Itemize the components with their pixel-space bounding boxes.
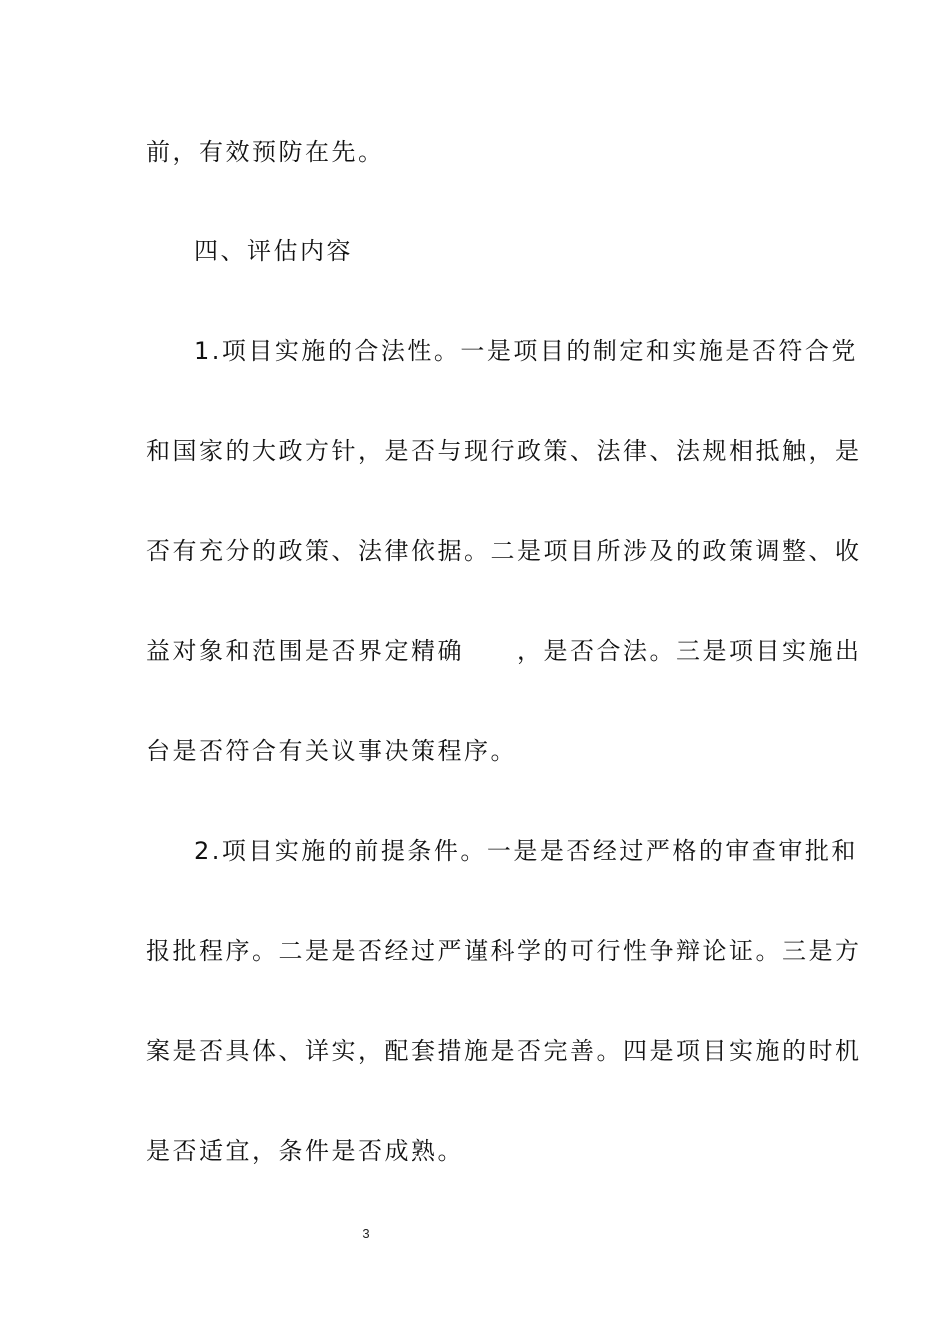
paragraph-line: 2.项目实施的前提条件。一是是否经过严格的审查审批和 — [194, 837, 858, 865]
section-heading: 四、评估内容 — [194, 237, 353, 265]
paragraph-line: 益对象和范围是否界定精确 ，是否合法。三是项目实施出 — [146, 637, 862, 665]
paragraph-line: 报批程序。二是是否经过严谨科学的可行性争辩论证。三是方 — [146, 937, 862, 965]
paragraph-line: 前，有效预防在先。 — [146, 138, 385, 166]
paragraph-line: 是否适宜，条件是否成熟。 — [146, 1137, 464, 1165]
paragraph-line: 和国家的大政方针，是否与现行政策、法律、法规相抵触，是 — [146, 437, 862, 465]
paragraph-line: 案是否具体、详实，配套措施是否完善。四是项目实施的时机 — [146, 1037, 862, 1065]
paragraph-line: 1.项目实施的合法性。一是项目的制定和实施是否符合党 — [194, 337, 858, 365]
paragraph-line: 台是否符合有关议事决策程序。 — [146, 737, 517, 765]
page-number: 3 — [362, 1226, 370, 1241]
paragraph-line: 否有充分的政策、法律依据。二是项目所涉及的政策调整、收 — [146, 537, 862, 565]
